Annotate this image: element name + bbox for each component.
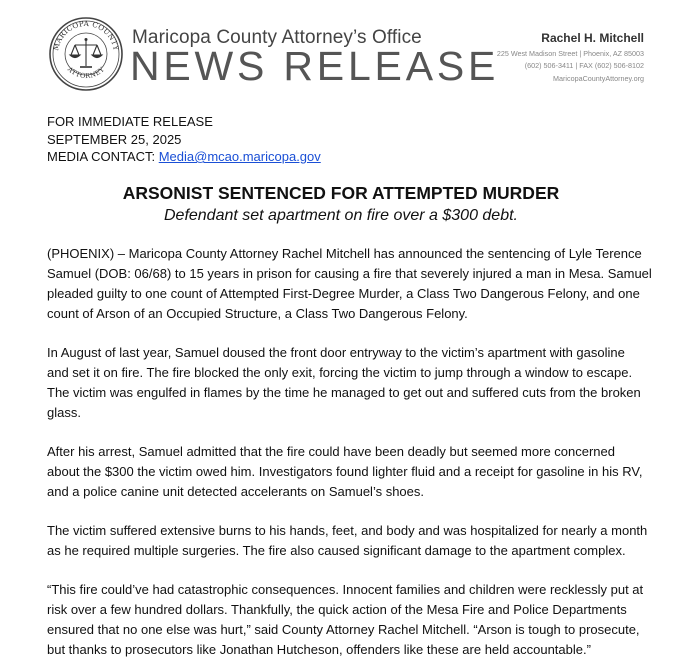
subheadline: Defendant set apartment on fire over a $300 debt. xyxy=(163,207,518,224)
paragraph-injuries xyxy=(47,521,647,561)
paragraph-quote xyxy=(47,580,647,660)
paragraph-line: Samuel (DOB: 06/68) to 15 years in prison for causing a fire that severely injured a man in Mesa. Samuel xyxy=(47,266,652,281)
paragraph-line: After his arrest, Samuel admitted that the fire could have been deadly but seemed more concerned xyxy=(47,444,615,459)
paragraph-line: and set it on fire. The fire blocked the only exit, forcing the victim to jump through a window to escape. xyxy=(47,365,633,380)
release-meta xyxy=(47,113,321,166)
paragraph-line: ensured that no one else was hurt,” said County Attorney Rachel Mitchell. “Arson is tough to prosecute, xyxy=(47,622,640,637)
release-line: FOR IMMEDIATE RELEASE xyxy=(47,114,213,129)
contact-address: 225 West Madison Street | Phoenix, AZ 85003 xyxy=(496,49,644,58)
paragraph-line: glass. xyxy=(47,405,81,420)
contact-website: MaricopaCountyAttorney.org xyxy=(553,73,644,83)
paragraph-line: but thanks to prosecutors like Jonathan Hutcheson, offenders like these are held accountable.” xyxy=(47,642,591,657)
paragraph-line: risk over a few hundred dollars. Thankfully, the quick action of the Mesa Fire and Police Departments xyxy=(47,602,627,617)
contact-name: Rachel H. Mitchell xyxy=(541,31,644,45)
paragraph-line: about the $300 the victim owed him. Investigators found lighter fluid and a receipt for gasoline in his RV, xyxy=(47,464,643,479)
release-body xyxy=(47,244,652,672)
headline: ARSONIST SENTENCED FOR ATTEMPTED MURDER xyxy=(122,183,560,203)
paragraph-line: (PHOENIX) – Maricopa County Attorney Rachel Mitchell has announced the sentencing of Lyle Terence xyxy=(47,246,642,261)
contact-phone-fax: (602) 506-3411 | FAX (602) 506-8102 xyxy=(524,61,644,71)
media-contact xyxy=(47,148,321,166)
media-contact-email-link[interactable]: Media@mcao.maricopa.gov xyxy=(158,149,321,164)
contact-block xyxy=(497,30,644,85)
paragraph-investigation xyxy=(47,442,647,502)
paragraph-line: count of Arson of an Occupied Structure, a Class Two Dangerous Felony. xyxy=(47,306,468,321)
svg-text:MARICOPA COUNTY: MARICOPA COUNTY xyxy=(51,18,121,52)
paragraph-line: In August of last year, Samuel doused the front door entryway to the victim’s apartment with gasoline xyxy=(47,345,625,360)
paragraph-line: pleaded guilty to one count of Attempted First-Degree Murder, a Class Two Dangerous Felony, and one xyxy=(47,286,640,301)
paragraph-line: and a police canine unit detected accelerants on Samuel’s shoes. xyxy=(47,484,425,499)
news-release-title: NEWS RELEASE xyxy=(130,43,500,89)
paragraph-sentencing xyxy=(47,244,652,324)
svg-text:ATTORNEY: ATTORNEY xyxy=(65,65,107,81)
paragraph-line: “This fire could’ve had catastrophic consequences. Innocent families and children were recklessly put at xyxy=(47,582,644,597)
release-date: SEPTEMBER 25, 2025 xyxy=(47,131,182,147)
paragraph-incident xyxy=(47,343,647,423)
paragraph-line: as he required multiple surgeries. The fire also caused significant damage to the apartment complex. xyxy=(47,543,626,558)
paragraph-line: The victim was engulfed in flames by the time he managed to get out and suffered cuts from the broken xyxy=(47,385,641,400)
county-attorney-seal-icon xyxy=(48,16,124,92)
paragraph-line: The victim suffered extensive burns to his hands, feet, and body and was hospitalized for nearly a month xyxy=(47,523,648,538)
office-name: Maricopa County Attorney’s Office xyxy=(132,27,422,48)
media-contact-label: MEDIA CONTACT: xyxy=(47,149,159,164)
